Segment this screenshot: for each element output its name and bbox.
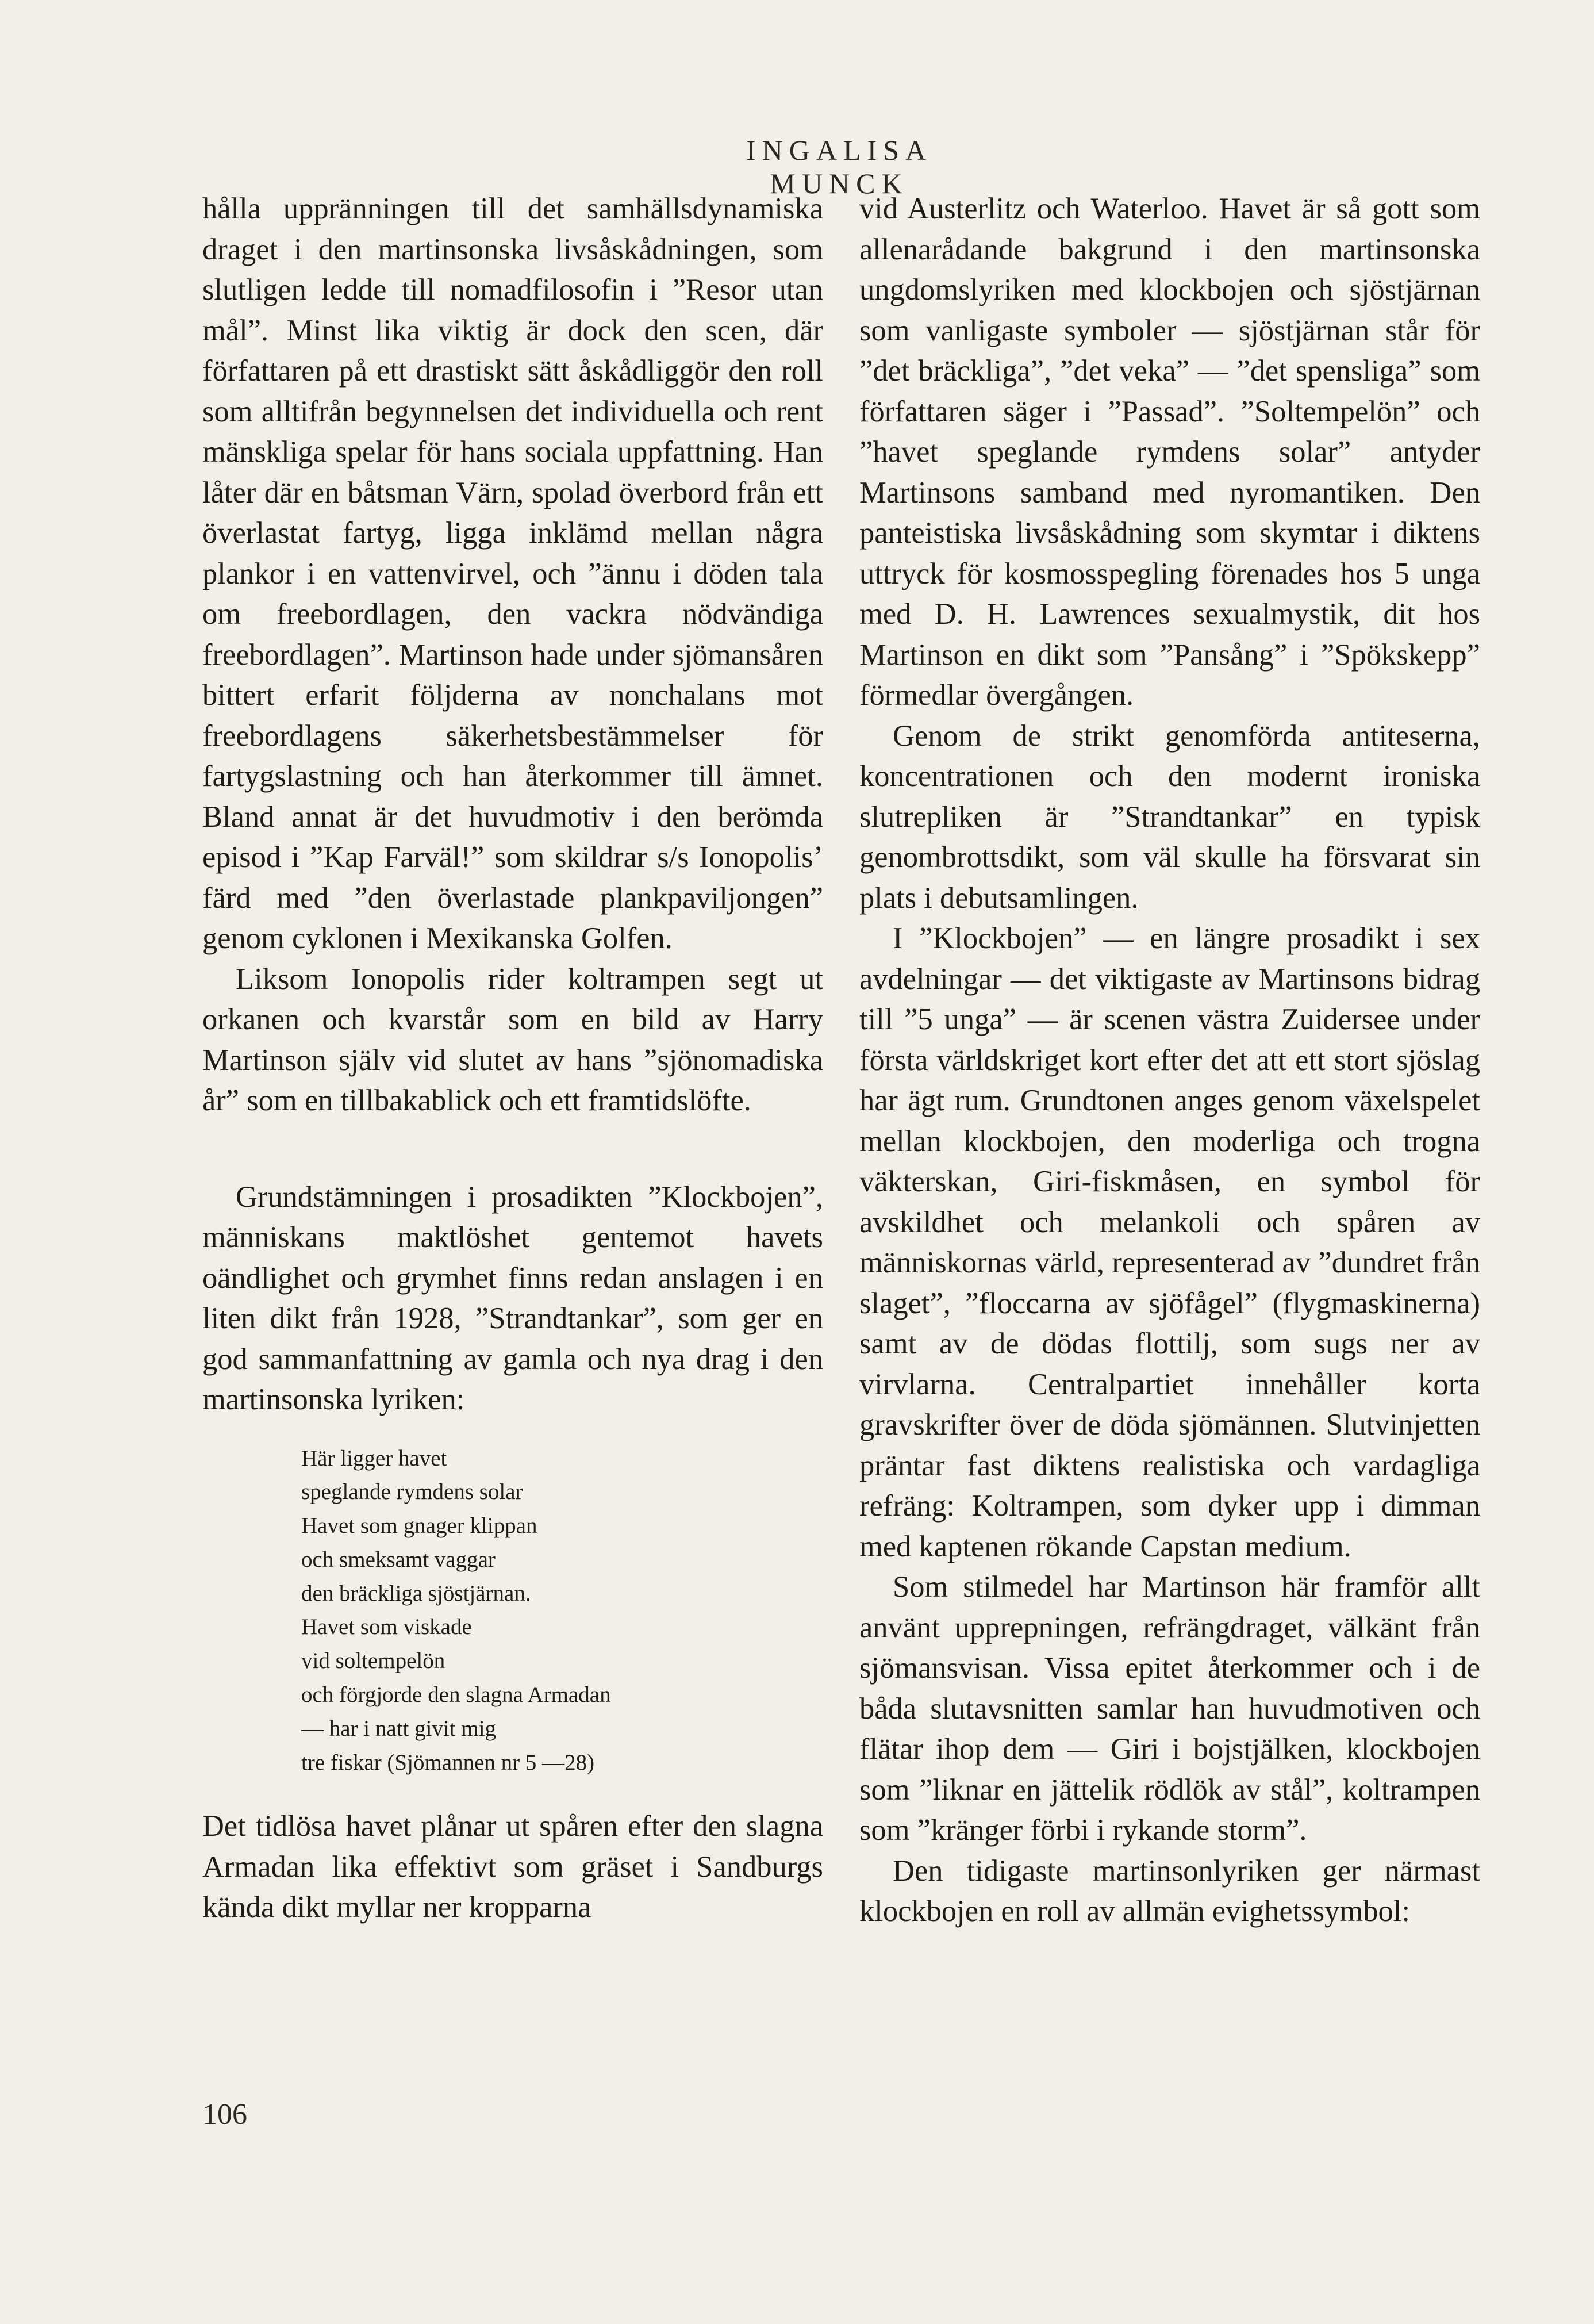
left-column [202, 189, 823, 1928]
poem-line: speglande rymdens solar [301, 1479, 523, 1505]
poem-line: och förgjorde den slagna Armadan [301, 1682, 611, 1708]
poem-line: vid soltempelön [301, 1648, 445, 1674]
paragraph: hålla uppränningen till det samhällsdynamiska draget i den martinsonska livsåskådningen, som slutligen ledde till nomadfilosofin i ”Resor utan mål”. Minst lika viktig är dock den scen, där författaren på ett drastiskt sätt åskådliggör den roll som alltifrån begynnelsen det individuella och rent mänskliga spelar för hans sociala uppfattning. Han låter där en båtsman Värn, spolad överbord från ett överlastat fartyg, ligga inklämd mellan några plankor i en vattenvirvel, och ”ännu i döden tala om freebordlagen, den vackra nödvändiga freebordlagen”. Martinson hade under sjömansåren bittert erfarit följderna av nonchalans mot freebordlagens säkerhetsbestämmelser för fartygslastning och han återkommer till ämnet. Bland annat är det huvudmotiv i den berömda episod i ”Kap Farväl!” som skildrar s/s Ionopolis’ färd med ”den överlastade plankpaviljongen” genom cyklonen i Mexikanska Golfen. [202, 192, 823, 955]
paragraph: Liksom Ionopolis rider koltrampen segt ut orkanen och kvarstår som en bild av Harry Martinson själv vid slutet av hans ”sjönomadiska år” som en tillbakablick och ett framtidslöfte. [202, 962, 823, 1117]
poem-line: Havet som gnager klippan [301, 1513, 537, 1539]
paragraph: Den tidigaste martinsonlyriken ger närmast klockbojen en roll av allmän evighetssymbol: [859, 1854, 1480, 1928]
paragraph: Det tidlösa havet plånar ut spåren efter den slagna Armadan lika effektivt som gräset i Sandburgs kända dikt myllar ner kropparna [202, 1809, 823, 1924]
poem-line: tre fiskar (Sjömannen nr 5 —28) [301, 1750, 595, 1775]
poem-line: och smeksamt vaggar [301, 1547, 496, 1572]
paragraph: Grundstämningen i prosadikten ”Klockbojen”, människans maktlöshet gentemot havets oändlighet och grymhet finns redan anslagen i en liten dikt från 1928, ”Strandtankar”, som ger en god sammanfattning av gamla och nya drag i den martinsonska lyriken: [202, 1180, 823, 1416]
poem-line: Havet som viskade [301, 1614, 472, 1640]
paragraph: Genom de strikt genomförda antiteserna, koncentrationen och den modernt ironiska slutrepliken är ”Strandtankar” en typisk genombrottsdikt, som väl skulle ha försvarat sin plats i debutsamlingen. [859, 719, 1480, 915]
right-column [859, 189, 1480, 1932]
poem-quote [301, 1442, 823, 1780]
poem-line: Här ligger havet [301, 1445, 447, 1471]
poem-line: — har i natt givit mig [301, 1716, 497, 1741]
running-head: INGALISA MUNCK [746, 134, 933, 200]
paragraph: Som stilmedel har Martinson här framför allt använt upprepningen, refrängdraget, välkänt från sjömansvisan. Vissa epitet återkommer och i de båda slutavsnitten samlar han huvudmotiven och flätar ihop dem — Giri i bojstjälken, klockbojen som ”liknar en jättelik rödlök av stål”, koltrampen som ”kränger förbi i rykande storm”. [859, 1570, 1480, 1847]
poem-line: den bräckliga sjöstjärnan. [301, 1581, 531, 1606]
paragraph: I ”Klockbojen” — en längre prosadikt i sex avdelningar — det viktigaste av Martinsons bidrag till ”5 unga” — är scenen västra Zuidersee under första världskriget kort efter det att ett stort sjöslag har ägt rum. Grundtonen anges genom växelspelet mellan klockbojen, den moderliga och trogna väkterskan, Giri-fiskmåsen, en symbol för avskildhet och melankoli och spåren av människornas värld, representerad av ”dundret från slaget”, ”floccarna av sjöfågel” (flygmaskinerna) samt av de dödas flottilj, som sugs ner av virvlarna. Centralpartiet innehåller korta gravskrifter över de döda sjömännen. Slutvinjetten präntar fast diktens realistiska och vardagliga refräng: Koltrampen, som dyker upp i dimman med kaptenen rökande Capstan medium. [859, 922, 1480, 1563]
page-number: 106 [202, 2098, 247, 2131]
paragraph: vid Austerlitz och Waterloo. Havet är så gott som allenarådande bakgrund i den martinsonska ungdomslyriken med klockbojen och sjöstjärnan som vanligaste symboler — sjöstjärnan står för ”det bräckliga”, ”det veka” — ”det spensliga” som författaren säger i ”Passad”. ”Soltempelön” och ”havet speglande rymdens solar” antyder Martinsons samband med nyromantiken. Den panteistiska livsåskådning som skymtar i diktens uttryck för kosmosspegling förenades hos 5 unga med D. H. Lawrences sexualmystik, dit hos Martinson en dikt som ”Pansång” i ”Spökskepp” förmedlar övergången. [859, 192, 1480, 712]
